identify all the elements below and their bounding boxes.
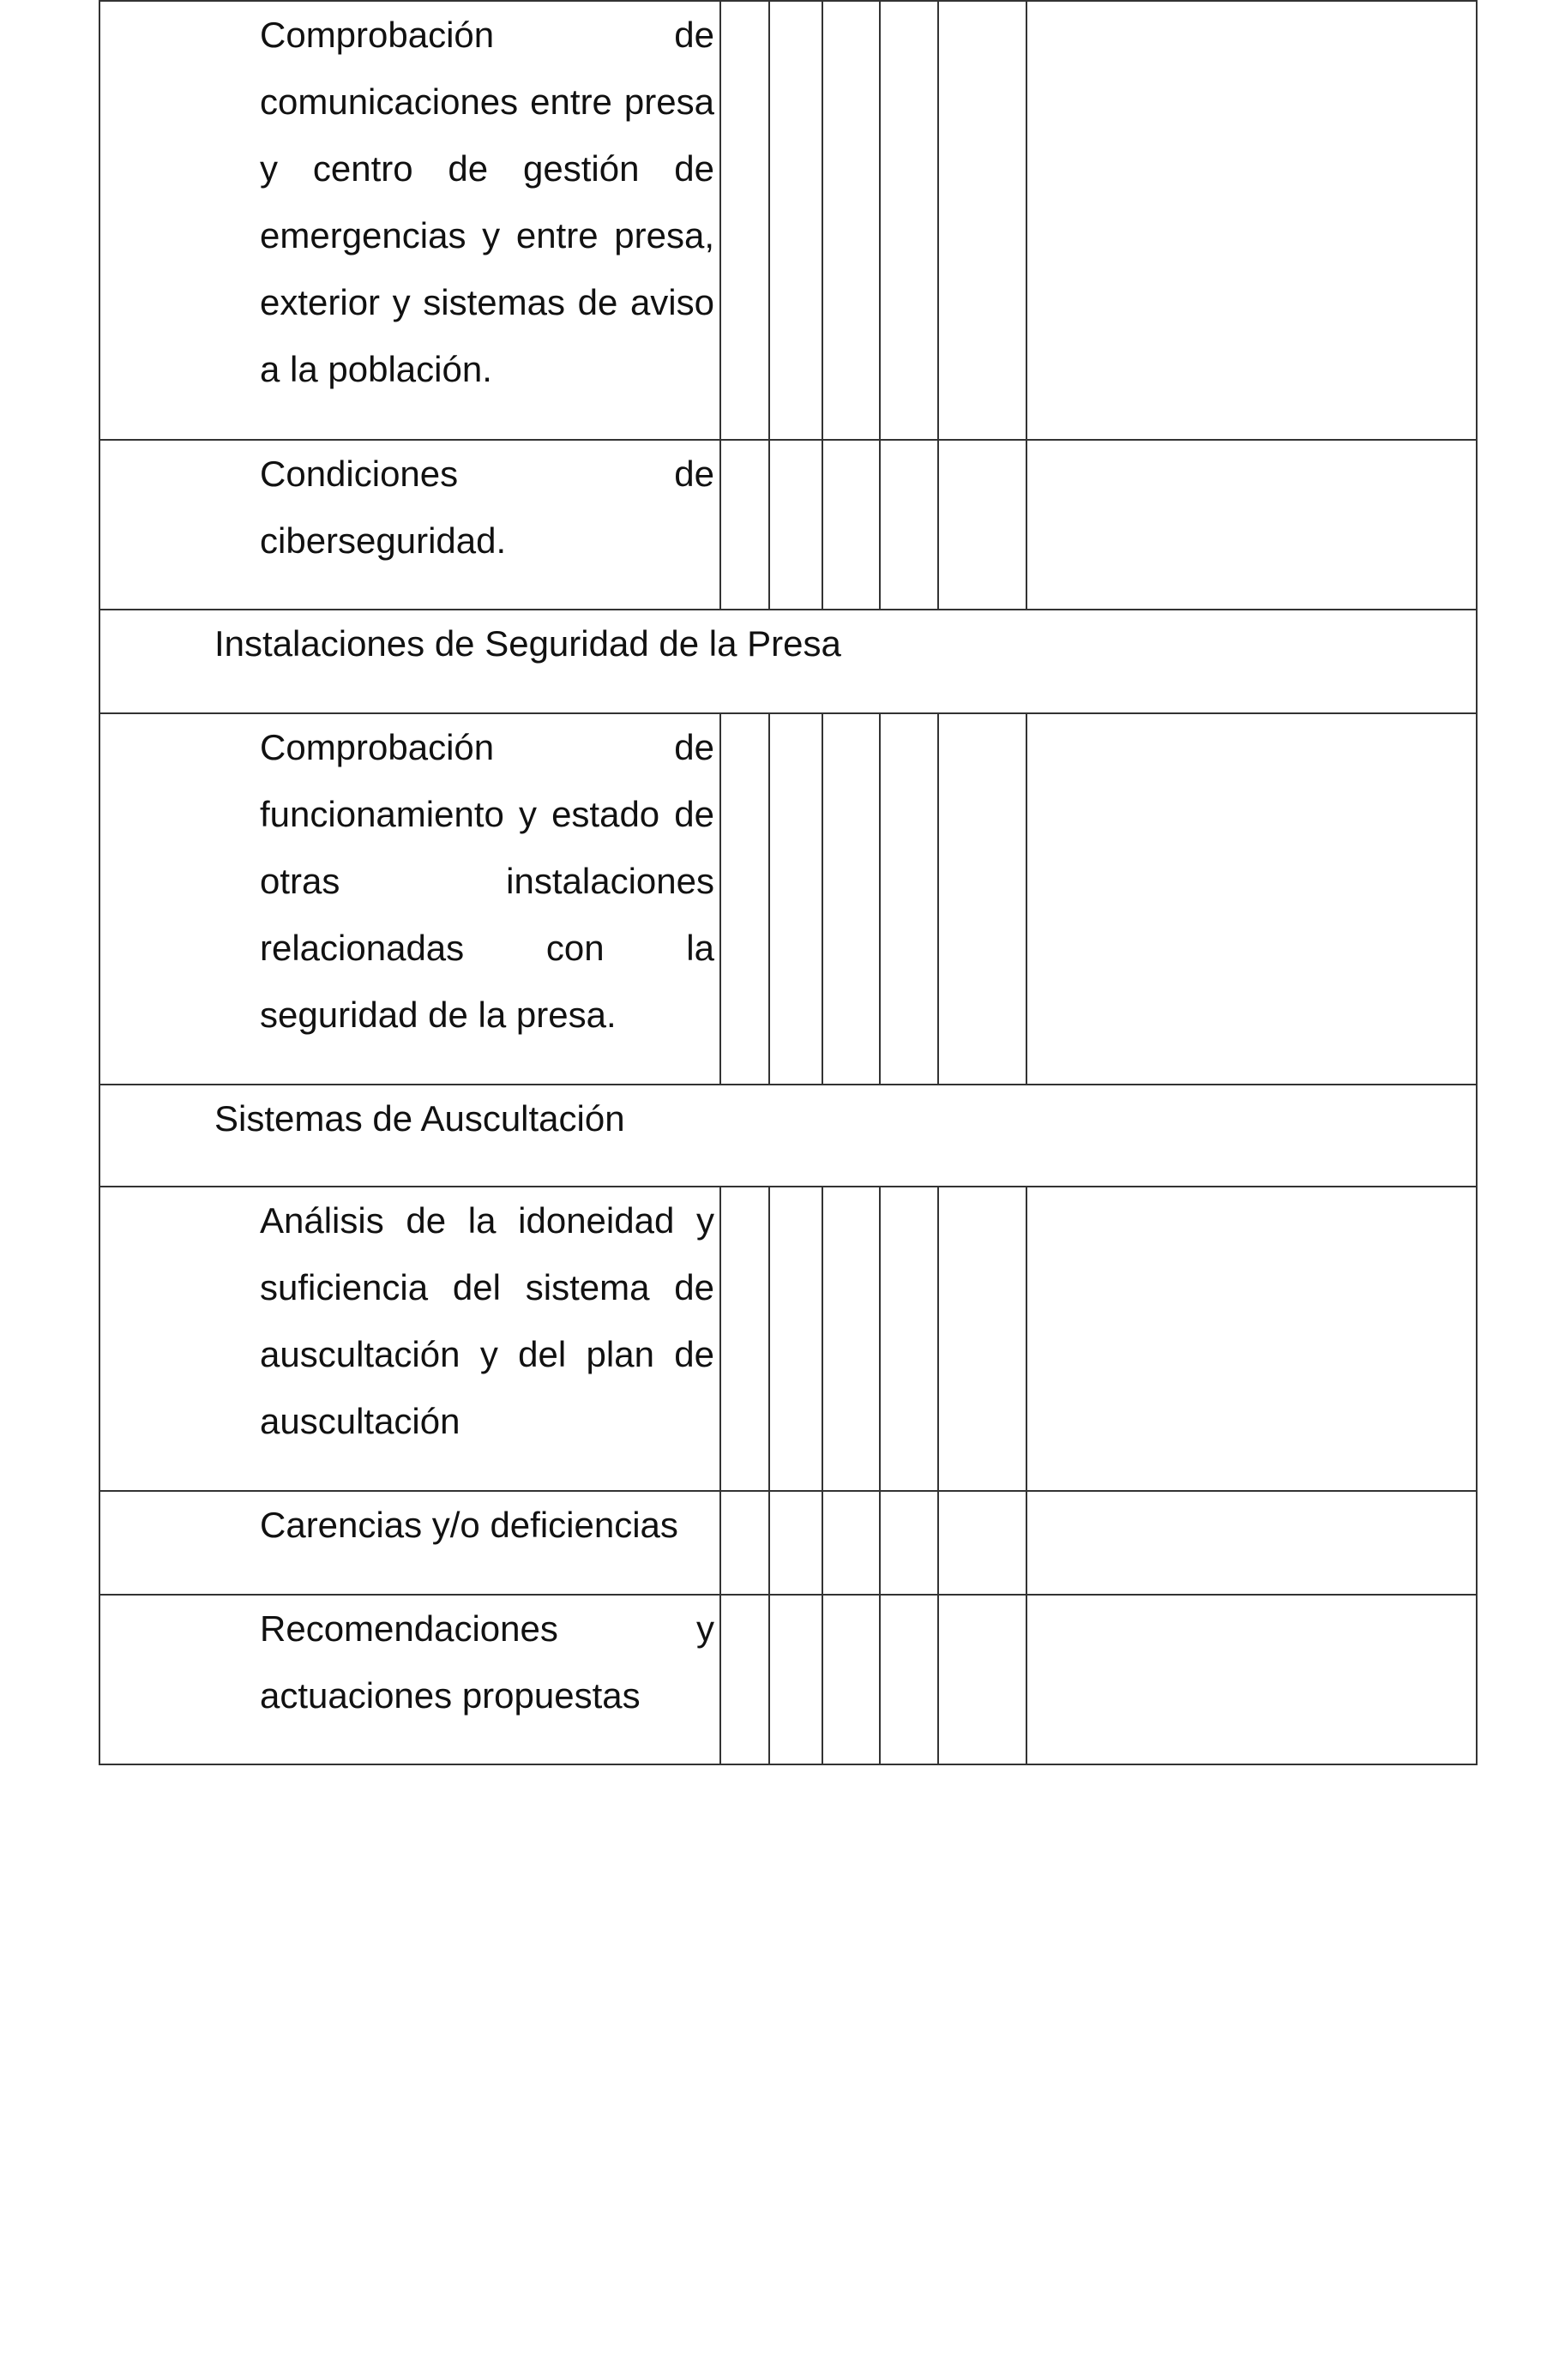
observations-cell <box>1026 713 1477 1085</box>
check-cell <box>880 1491 938 1595</box>
check-cell <box>720 1595 769 1764</box>
item-text: Comprobación de funcionamiento y estado de otras instalaciones relacionadas con la seguridad de la presa. <box>260 727 714 1035</box>
check-cell <box>938 1491 1026 1595</box>
check-cell <box>938 713 1026 1085</box>
item-text: Recomendaciones y actuaciones propuestas <box>260 1608 714 1716</box>
observations-cell <box>1026 1 1477 440</box>
observations-cell <box>1026 440 1477 610</box>
section-cell <box>99 610 1477 713</box>
check-cell <box>822 1491 880 1595</box>
item-text: Carencias y/o deficiencias <box>260 1505 678 1545</box>
check-cell <box>769 440 822 610</box>
item-text: Comprobación de comunicaciones entre presa y centro de gestión de emergencias y entre presa, exterior y sistemas de aviso a la población. <box>260 15 714 389</box>
table-row <box>99 1 1477 440</box>
observations-cell <box>1026 1491 1477 1595</box>
table-row <box>99 440 1477 610</box>
check-cell <box>769 713 822 1085</box>
item-cell <box>99 1491 720 1595</box>
section-heading: Sistemas de Auscultación <box>214 1098 625 1139</box>
check-cell <box>769 1595 822 1764</box>
check-cell <box>720 440 769 610</box>
check-cell <box>822 440 880 610</box>
check-cell <box>938 440 1026 610</box>
check-cell <box>720 1491 769 1595</box>
check-cell <box>720 713 769 1085</box>
check-cell <box>938 1187 1026 1491</box>
check-cell <box>880 713 938 1085</box>
check-cell <box>938 1 1026 440</box>
observations-cell <box>1026 1187 1477 1491</box>
check-cell <box>822 1187 880 1491</box>
table-row <box>99 1491 1477 1595</box>
check-cell <box>822 713 880 1085</box>
item-cell <box>99 1 720 440</box>
item-cell <box>99 713 720 1085</box>
check-cell <box>720 1187 769 1491</box>
check-cell <box>769 1491 822 1595</box>
check-cell <box>720 1 769 440</box>
inspection-checklist-table <box>99 0 1478 1765</box>
check-cell <box>769 1187 822 1491</box>
item-cell <box>99 1595 720 1764</box>
check-cell <box>822 1595 880 1764</box>
item-cell <box>99 1187 720 1491</box>
section-row <box>99 610 1477 713</box>
table-row <box>99 1595 1477 1764</box>
item-text: Análisis de la idoneidad y suficiencia del sistema de auscultación y del plan de auscultación <box>260 1200 714 1441</box>
section-row <box>99 1085 1477 1187</box>
section-heading: Instalaciones de Seguridad de la Presa <box>214 623 841 664</box>
check-cell <box>880 1187 938 1491</box>
observations-cell <box>1026 1595 1477 1764</box>
check-cell <box>938 1595 1026 1764</box>
check-cell <box>769 1 822 440</box>
check-cell <box>880 440 938 610</box>
section-cell <box>99 1085 1477 1187</box>
check-cell <box>822 1 880 440</box>
check-cell <box>880 1595 938 1764</box>
item-cell <box>99 440 720 610</box>
table-row <box>99 713 1477 1085</box>
table-row <box>99 1187 1477 1491</box>
check-cell <box>880 1 938 440</box>
item-text: Condiciones de ciberseguridad. <box>260 454 714 561</box>
